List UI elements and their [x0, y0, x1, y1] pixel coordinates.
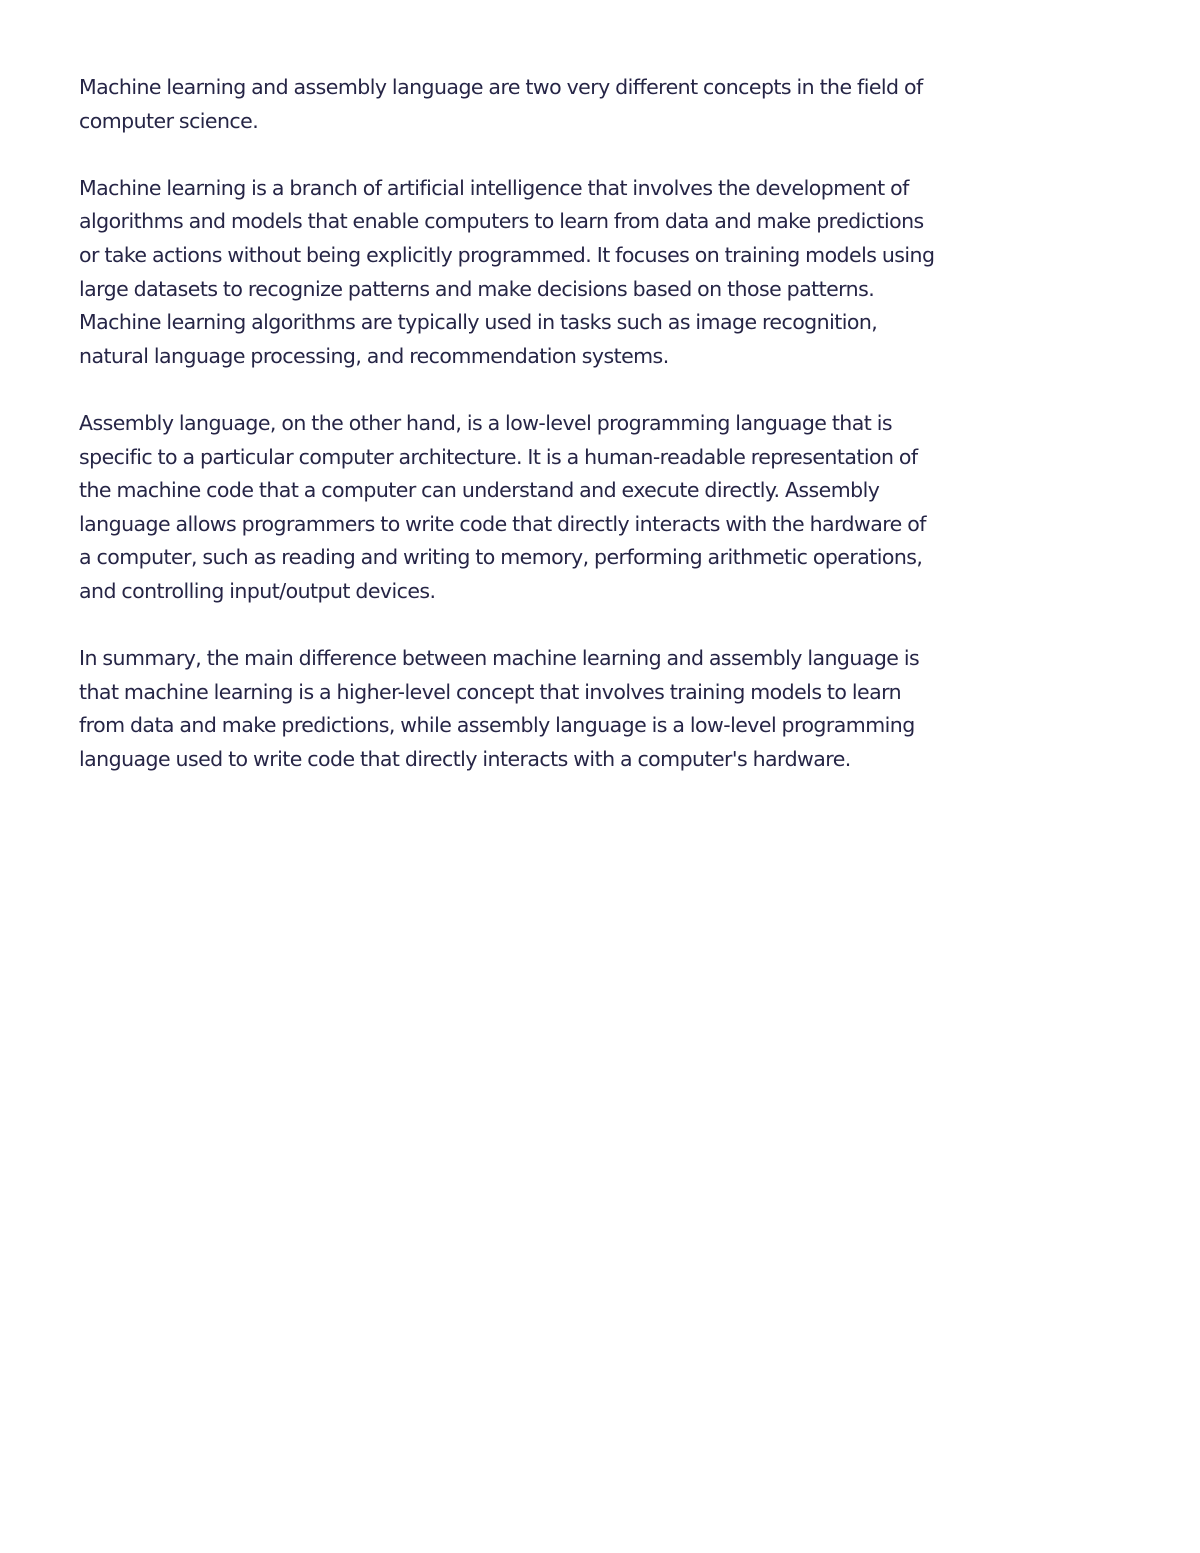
text-line: or take actions without being explicitly programmed. It focuses on training models using — [79, 242, 935, 267]
text-line: large datasets to recognize patterns and make decisions based on those patterns. — [79, 276, 875, 301]
text-line: specific to a particular computer architecture. It is a human-readable representation of — [79, 444, 918, 469]
text-line: Machine learning is a branch of artificial intelligence that involves the development of — [79, 175, 909, 200]
text-line: algorithms and models that enable computers to learn from data and make predictions — [79, 209, 924, 234]
text-line: Assembly language, on the other hand, is a low-level programming language that is — [79, 410, 892, 435]
text-line: Machine learning and assembly language are two very different concepts in the field of — [79, 75, 923, 99]
text-line: In summary, the main difference between machine learning and assembly language is — [79, 646, 920, 671]
text-line: language used to write code that directly interacts with a computer's hardware. — [79, 746, 851, 771]
text-line: from data and make predictions, while assembly language is a low-level programming — [79, 713, 915, 738]
paragraph-summary — [79, 642, 1131, 776]
document-body — [79, 71, 1131, 810]
text-line: that machine learning is a higher-level concept that involves training models to learn — [79, 679, 902, 704]
paragraph-machine-learning — [79, 172, 1131, 374]
text-line: language allows programmers to write code that directly interacts with the hardware of — [79, 511, 926, 536]
text-line: Machine learning algorithms are typically used in tasks such as image recognition, — [79, 310, 878, 335]
paragraph-intro — [79, 71, 1131, 138]
text-line: the machine code that a computer can understand and execute directly. Assembly — [79, 478, 880, 503]
text-line: a computer, such as reading and writing to memory, performing arithmetic operations, — [79, 545, 923, 570]
text-line: and controlling input/output devices. — [79, 578, 436, 603]
paragraph-assembly-language — [79, 407, 1131, 609]
text-line: computer science. — [79, 108, 259, 133]
text-line: natural language processing, and recommendation systems. — [79, 343, 669, 368]
